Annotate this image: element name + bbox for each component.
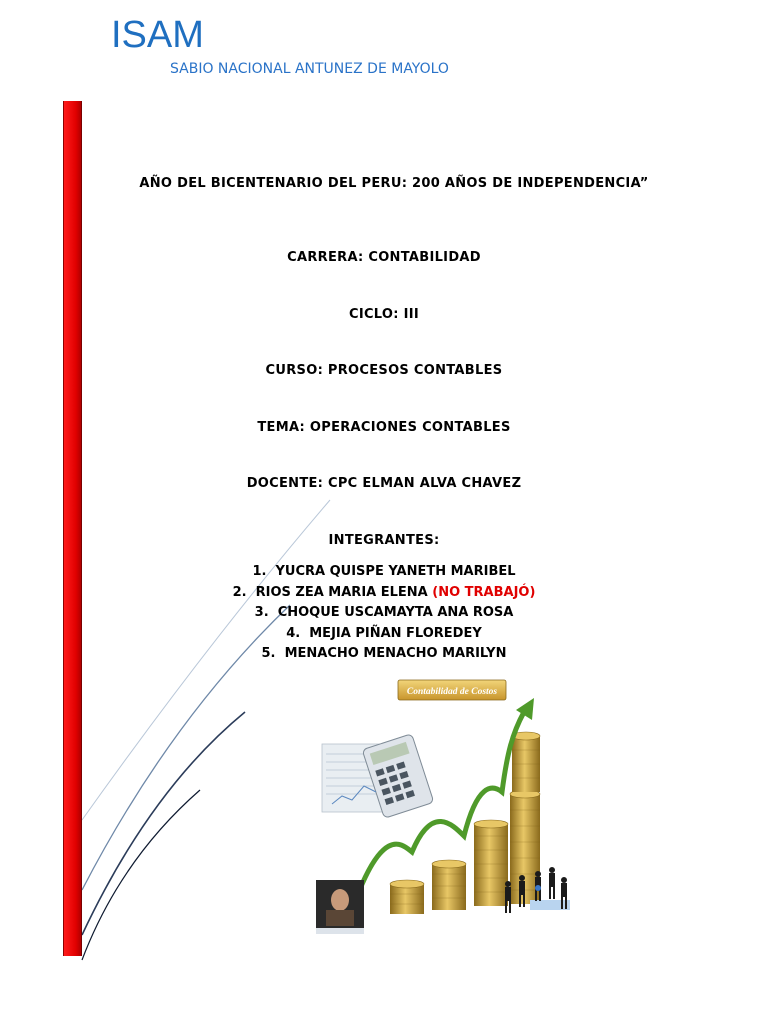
institution-subtitle: SABIO NACIONAL ANTUNEZ DE MAYOLO: [170, 61, 449, 77]
list-item: 5. MENACHO MENACHO MARILYN: [261, 646, 507, 661]
member-name: MENACHO MENACHO MARILYN: [284, 646, 507, 661]
tema-line: TEMA: OPERACIONES CONTABLES: [257, 420, 511, 435]
cost-accounting-illustration: [312, 674, 596, 936]
list-item: 1. YUCRA QUISPE YANETH MARIBEL: [252, 564, 516, 579]
curso-line: CURSO: PROCESOS CONTABLES: [265, 363, 503, 378]
member-name: RIOS ZEA MARIA ELENA: [255, 584, 428, 600]
member-note: (NO TRABAJÓ): [432, 584, 536, 600]
member-name: CHOQUE USCAMAYTA ANA ROSA: [277, 605, 514, 620]
carrera-line: CARRERA: CONTABILIDAD: [287, 250, 481, 265]
member-name: YUCRA QUISPE YANETH MARIBEL: [275, 564, 516, 579]
integrantes-heading: INTEGRANTES:: [328, 533, 440, 548]
list-item: 4. MEJIA PIÑAN FLOREDEY: [286, 625, 482, 641]
banner-text: Contabilidad de Costos: [406, 687, 498, 697]
member-name: MEJIA PIÑAN FLOREDEY: [309, 625, 482, 641]
thumbnail-image: [316, 880, 364, 934]
year-motto: AÑO DEL BICENTENARIO DEL PERU: 200 AÑOS DE INDEPENDENCIA”: [139, 176, 649, 191]
red-side-bar: [63, 101, 82, 956]
docente-line: DOCENTE: CPC ELMAN ALVA CHAVEZ: [246, 476, 522, 491]
logo-text: ISAM: [111, 14, 204, 56]
list-item: 2. RIOS ZEA MARIA ELENA (NO TRABAJÓ): [232, 584, 536, 600]
members-list: [0, 562, 768, 665]
ciclo-line: CICLO: III: [348, 307, 420, 322]
list-item: 3. CHOQUE USCAMAYTA ANA ROSA: [254, 605, 514, 620]
